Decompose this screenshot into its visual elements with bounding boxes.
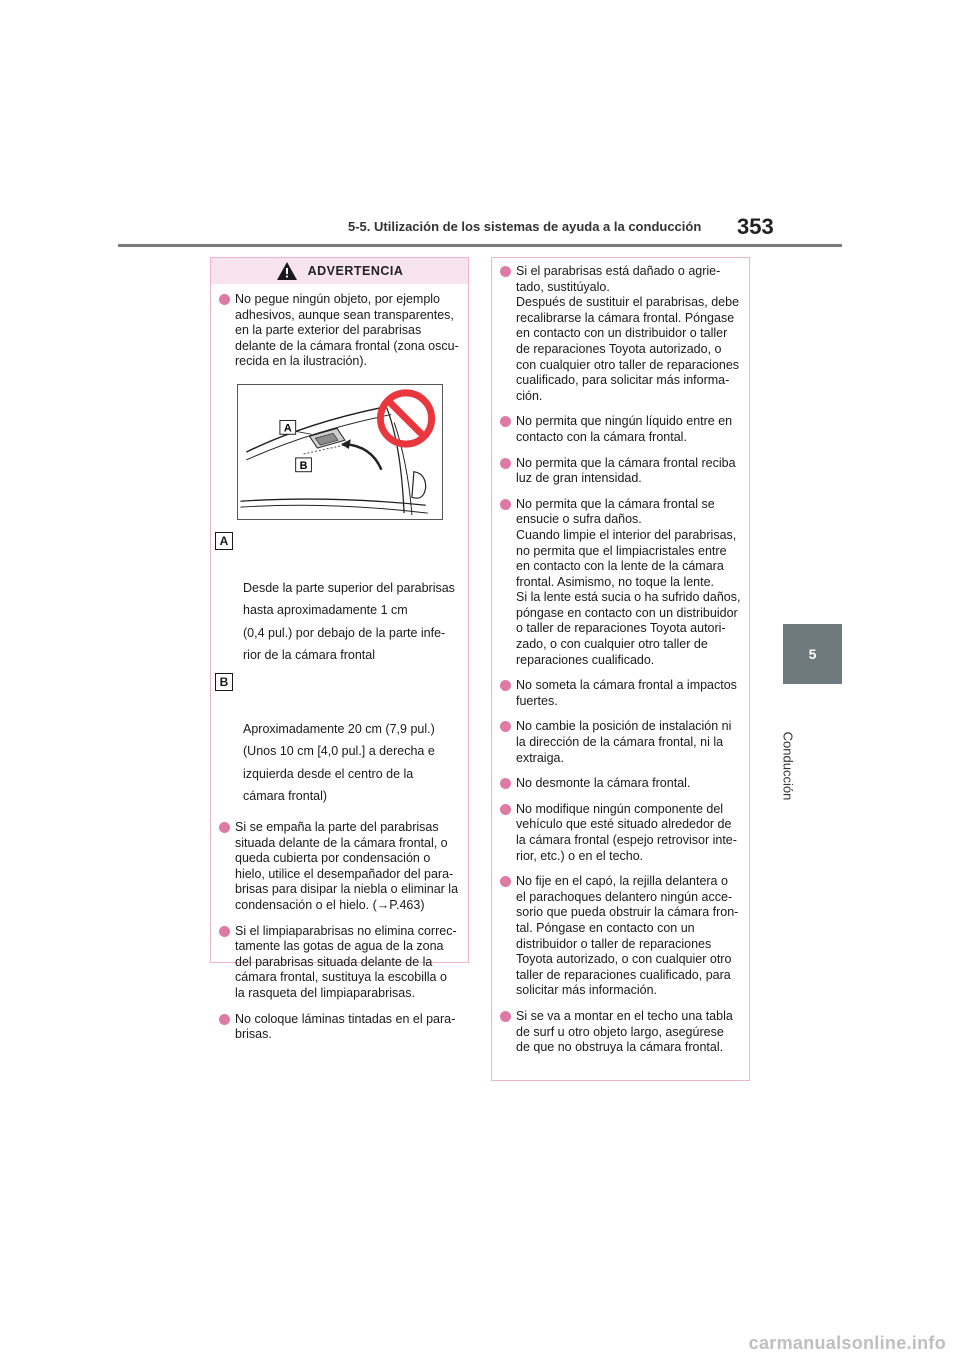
callout-letter: A xyxy=(215,532,233,550)
warning-bullet: No permita que la cámara frontal se ensucie o sufra daños. Cuando limpie el interior del parabrisas, no permita que el limpiacristales entre en contacto con la lente de la cámara frontal. Asimismo, no toque la lente. Si la lente está sucia o ha sufrido daños, póngase en contacto con un distribuidor o taller de reparaciones Toyota autori- zado, o con cualquier otro taller de reparaciones cualificado. xyxy=(498,497,741,669)
callout-b xyxy=(215,673,460,808)
warning-header xyxy=(211,258,468,284)
warning-triangle-icon xyxy=(276,261,298,281)
warning-bullet: No someta la cámara frontal a impactos fuertes. xyxy=(498,678,741,709)
callout-letter: B xyxy=(215,673,233,691)
page-number: 353 xyxy=(737,214,774,239)
chapter-tab: 5 xyxy=(783,624,842,684)
callout-text: Desde la parte superior del parabrisas hasta aproximadamente 1 cm (0,4 pul.) por debajo de la parte infe- rior de la cámara frontal xyxy=(243,580,455,663)
illustration-label-a: A xyxy=(283,422,292,435)
warning-bullet: No desmonte la cámara frontal. xyxy=(498,776,741,792)
section-title: 5-5. Utilización de los sistemas de ayuda a la conducción xyxy=(348,219,702,234)
callout-a xyxy=(215,532,460,667)
warning-bullet: Si se empaña la parte del parabrisas situada delante de la cámara frontal, o queda cubierta por condensación o hielo, utilice el desempañador del para- brisas para disipar la niebla o eliminar la condensación o el hielo. (→P.463) xyxy=(217,820,460,914)
warning-bullet: No pegue ningún objeto, por ejemplo adhesivos, aunque sean transparentes, en la parte exterior del parabrisas delante de la cámara frontal (zona oscu- recida en la ilustración). xyxy=(217,292,460,370)
warning-bullet: No modifique ningún componente del vehículo que esté situado alrededor de la cámara frontal (espejo retrovisor inte- rior, etc.) o en el techo. xyxy=(498,802,741,864)
warning-bullet: No permita que ningún líquido entre en contacto con la cámara frontal. xyxy=(498,414,741,445)
warning-box-left xyxy=(210,257,469,1042)
warning-bullet: Si el parabrisas está dañado o agrie- tado, sustitúyalo. Después de sustituir el parabrisas, debe recalibrarse la cámara frontal. Póngase en contacto con un distribuidor o taller de reparaciones Toyota autorizado, o con cualquier otro taller de reparaciones cualificado, para solicitar más informa- ción. xyxy=(498,264,741,404)
callout-text: Aproximadamente 20 cm (7,9 pul.) (Unos 10 cm [4,0 pul.] a derecha e izquierda desde el centro de la cámara frontal) xyxy=(243,721,435,804)
warning-bullet: No fije en el capó, la rejilla delantera o el parachoques delantero ningún acce- sorio que pueda obstruir la cámara fron- tal. Póngase en contacto con un distribuidor o taller de reparaciones Toyota autorizado, o con cualquier otro taller de reparaciones cualificado, para solicitar más información. xyxy=(498,874,741,999)
warning-bullet: No permita que la cámara frontal reciba luz de gran intensidad. xyxy=(498,456,741,487)
illustration-label-b: B xyxy=(299,459,307,472)
warning-title: ADVERTENCIA xyxy=(307,264,404,278)
warning-bullet: Si se va a montar en el techo una tabla de surf u otro objeto largo, asegúrese de que no obstruya la cámara frontal. xyxy=(498,1009,741,1056)
warning-box-right xyxy=(491,257,750,1081)
chapter-label: Conducción xyxy=(780,731,796,801)
warning-bullet: No cambie la posición de instalación ni la dirección de la cámara frontal, ni la extraiga. xyxy=(498,719,741,766)
footer-watermark: carmanualsonline.info xyxy=(748,1333,946,1353)
header-rule xyxy=(118,244,842,247)
windshield-camera-illustration xyxy=(237,384,443,520)
warning-bullet: No coloque láminas tintadas en el para- brisas. xyxy=(217,1012,460,1043)
warning-bullet: Si el limpiaparabrisas no elimina correc- tamente las gotas de agua de la zona del parabrisas situada delante de la cámara frontal, sustituya la escobilla o la rasqueta del limpiaparabrisas. xyxy=(217,924,460,1002)
